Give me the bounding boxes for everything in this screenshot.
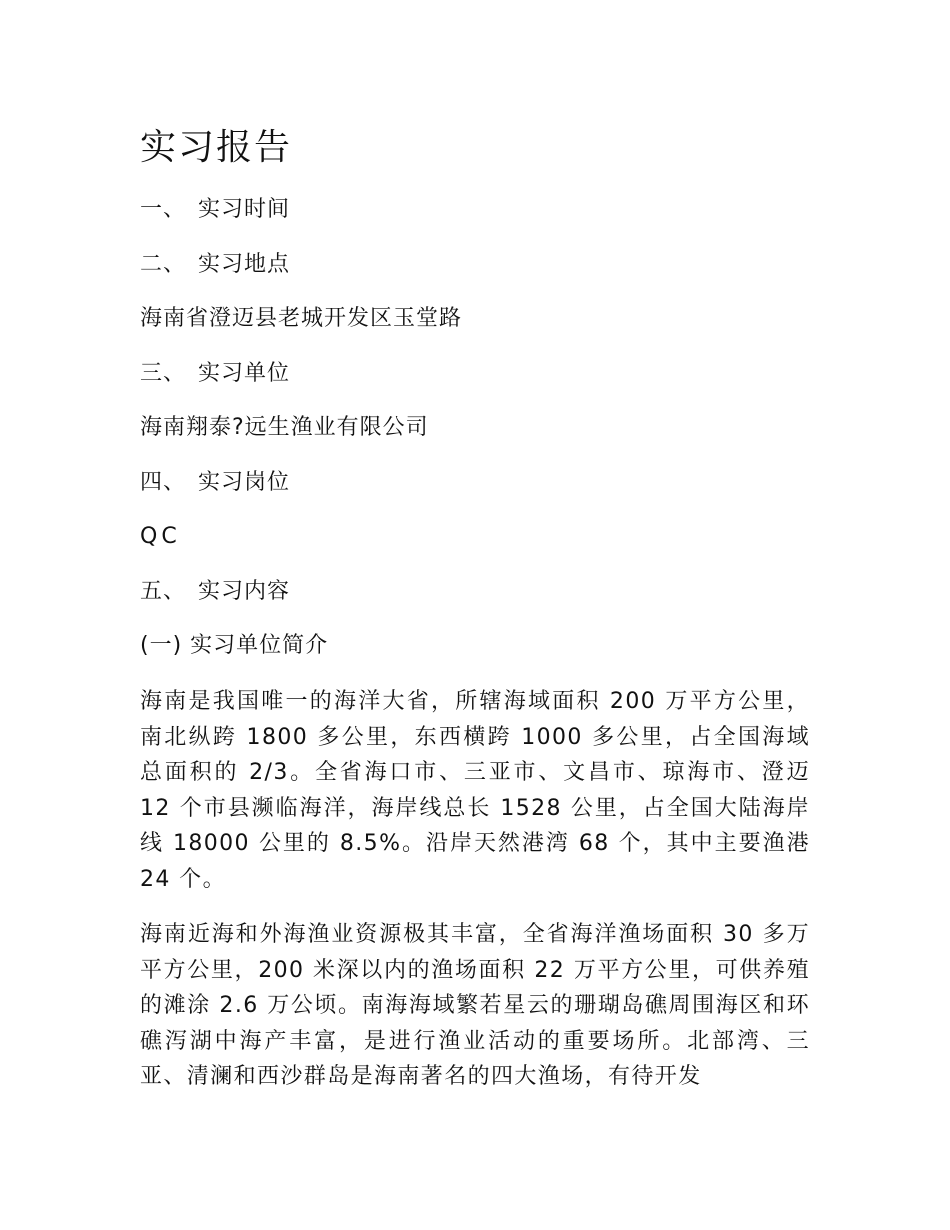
section-number: 一、 — [140, 197, 187, 222]
subsection-heading: (一) 实习单位简介 — [140, 633, 329, 658]
position-text: QC — [140, 524, 181, 549]
section-label: 实习内容 — [198, 579, 291, 604]
section-label: 实习时间 — [198, 197, 291, 222]
section-number: 二、 — [140, 252, 187, 277]
section-heading-company — [140, 359, 290, 389]
section-number: 五、 — [140, 579, 187, 604]
section-heading-time — [140, 195, 290, 225]
paragraph-fisheries: 海南近海和外海渔业资源极其丰富，全省海洋渔场面积 30 多万平方公里，200 米深以内的渔场面积 22 万平方公里，可供养殖的滩涂 2.6 万公顷。南海海域繁若星云的珊瑚岛礁周围海区和环礁泻湖中海产丰富，是进行渔业活动的重要场所。北部湾、三亚、清澜和西沙群岛是海南著名的四大渔场，有待开发 — [140, 922, 810, 1089]
location-text: 海南省澄迈县老城开发区玉堂路 — [140, 306, 463, 331]
section-heading-content — [140, 577, 290, 607]
paragraph-ocean: 海南是我国唯一的海洋大省，所辖海域面积 200 万平方公里，南北纵跨 1800 多公里，东西横跨 1000 多公里，占全国海域总面积的 2/3。全省海口市、三亚市、文昌市、琼海市、澄迈 12 个市县濒临海洋，海岸线总长 1528 公里，占全国大陆海岸线 18000 公里的 8.5%。沿岸天然港湾 68 个，其中主要渔港 24 个。 — [140, 689, 810, 892]
section-number: 三、 — [140, 361, 187, 386]
section-label: 实习岗位 — [198, 470, 291, 495]
section-heading-position — [140, 468, 290, 498]
section-label: 实习地点 — [198, 252, 291, 277]
section-label: 实习单位 — [198, 361, 291, 386]
section-number: 四、 — [140, 470, 187, 495]
section-heading-location — [140, 250, 290, 280]
company-text: 海南翔泰?远生渔业有限公司 — [140, 415, 429, 440]
document-title: 实习报告 — [140, 127, 293, 168]
